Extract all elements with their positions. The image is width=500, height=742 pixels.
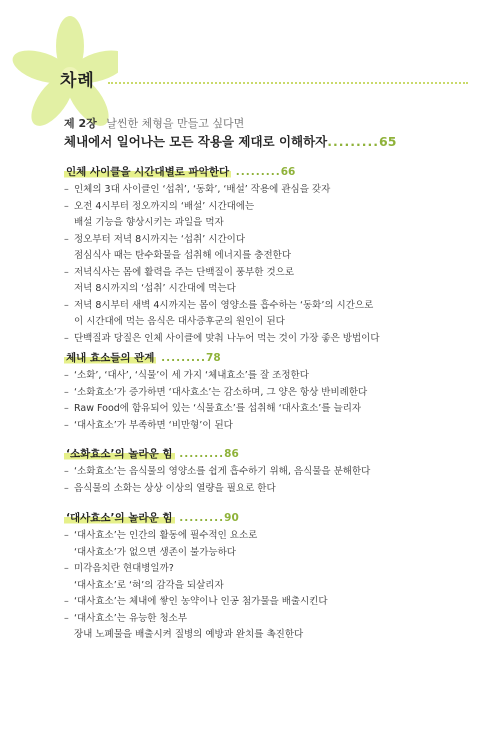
toc-item-text: ‘대사효소’가 없으면 생존이 불가능하다: [74, 546, 236, 558]
toc-item-text: 저녁 8시까지의 ‘섭취’ 시간대에 먹는다: [74, 283, 236, 294]
toc-section: [64, 164, 484, 347]
flower-decoration-icon: [8, 8, 118, 178]
leader-dots: .........: [327, 134, 380, 149]
toc-item: [64, 232, 484, 249]
toc-item-text: 이 시간대에 먹는 음식은 대사증후군의 원인이 된다: [74, 316, 285, 327]
toc-item: [64, 594, 484, 611]
section-heading[interactable]: [64, 446, 484, 462]
toc-item: [64, 248, 484, 265]
bullet-dash: –: [64, 403, 69, 414]
section-heading[interactable]: [64, 510, 484, 526]
toc-item: [64, 418, 484, 435]
toc-item: [64, 578, 484, 595]
bullet-dash: –: [64, 596, 69, 607]
toc-item-text: ‘대사효소’가 부족하면 ‘비만형’이 된다: [74, 419, 233, 431]
section-item-list: [64, 368, 484, 434]
bullet-dash: –: [64, 200, 69, 212]
section-item-list: [64, 182, 484, 347]
toc-item: [64, 611, 484, 628]
toc-item: [64, 215, 484, 232]
toc-item: [64, 401, 484, 418]
bullet-dash: –: [64, 612, 69, 624]
bullet-dash: –: [64, 482, 69, 494]
section-page-number: 90: [224, 512, 239, 524]
toc-title: 차례: [60, 71, 95, 91]
toc-item-text: ‘소화효소’가 증가하면 ‘대사효소’는 감소하며, 그 양은 항상 반비례한다: [74, 386, 368, 398]
toc-item: [64, 464, 484, 481]
toc-item-text: 배설 기능을 향상시키는 과일을 먹자: [74, 217, 224, 228]
leader-dots: .........: [174, 512, 225, 524]
section-item-list: [64, 464, 484, 497]
toc-item-text: 정오부터 저녁 8시까지는 ‘섭취’ 시간이다: [74, 233, 245, 245]
toc-item-text: 인체의 3대 사이클인 ‘섭취’, ‘동화’, ‘배설’ 작용에 관심을 갖자: [74, 184, 331, 195]
chapter-label: [64, 115, 244, 131]
section-heading[interactable]: [64, 350, 484, 366]
bullet-dash: –: [64, 419, 69, 431]
toc-item-text: 저녁 8시부터 새벽 4시까지는 몸이 영양소를 흡수하는 ‘동화’의 시간으로: [74, 299, 374, 311]
title-dotted-rule: [108, 82, 468, 84]
bullet-dash: –: [64, 266, 69, 278]
chapter-page-number: 65: [379, 134, 397, 149]
leader-dots: .........: [231, 166, 281, 178]
toc-item-text: 단백질과 당질은 인체 사이클에 맞춰 나누어 먹는 것이 가장 좋은 방법이다: [74, 332, 380, 344]
toc-item-text: ‘대사효소’로 ‘혀’의 감각을 되살리자: [74, 579, 224, 591]
section-title: ‘대사효소’의 놀라운 힘: [66, 512, 173, 524]
toc-section: [64, 510, 484, 644]
toc-item: [64, 385, 484, 402]
toc-item-text: 오전 4시부터 정오까지의 ‘배설’ 시간대에는: [74, 200, 255, 212]
toc-item: [64, 199, 484, 216]
chapter-title-row[interactable]: [64, 132, 396, 150]
leader-dots: .........: [156, 352, 207, 364]
toc-item: [64, 528, 484, 545]
section-page-number: 78: [206, 352, 221, 364]
toc-item: [64, 314, 484, 331]
toc-item: [64, 182, 484, 199]
toc-item-text: ‘소화’, ‘대사’, ‘식물’이 세 가지 ‘체내효소’를 잘 조정한다: [74, 370, 309, 381]
toc-item-text: ‘대사효소’는 체내에 쌓인 농약이나 인공 첨가물을 배출시킨다: [74, 596, 328, 607]
bullet-dash: –: [64, 332, 69, 344]
leader-dots: .........: [174, 448, 225, 460]
toc-item-text: 미각음치란 현대병일까?: [74, 563, 174, 574]
toc-section: [64, 446, 484, 497]
bullet-dash: –: [64, 563, 69, 574]
toc-item-text: Raw Food에 함유되어 있는 ‘식물효소’를 섭취해 ‘대사효소’를 늘리자: [74, 403, 362, 414]
toc-item: [64, 298, 484, 315]
toc-item-text: 점심식사 때는 탄수화물을 섭취해 에너지를 충전한다: [74, 250, 291, 261]
section-page-number: 66: [280, 166, 296, 178]
bullet-dash: –: [64, 530, 69, 541]
bullet-dash: –: [64, 466, 69, 477]
chapter-subtitle: 날씬한 체형을 만들고 싶다면: [106, 117, 245, 130]
toc-item: [64, 561, 484, 578]
section-heading[interactable]: [64, 164, 484, 180]
section-title: 체내 효소들의 관계: [66, 352, 155, 364]
toc-item-text: ‘대사효소’는 인간의 활동에 필수적인 요소로: [74, 530, 258, 541]
section-page-number: 86: [224, 448, 239, 460]
chapter-number: 제 2장: [64, 117, 97, 130]
toc-item: [64, 331, 484, 348]
section-title: 인체 사이클을 시간대별로 파악한다: [66, 166, 230, 178]
toc-item: [64, 545, 484, 562]
toc-item: [64, 627, 484, 644]
chapter-title: 체내에서 일어나는 모든 작용을 제대로 이해하자: [64, 134, 328, 149]
section-title: ‘소화효소’의 놀라운 힘: [66, 448, 173, 460]
bullet-dash: –: [64, 299, 69, 311]
toc-item-text: 저녁식사는 몸에 활력을 주는 단백질이 풍부한 것으로: [74, 266, 295, 278]
toc-item: [64, 281, 484, 298]
toc-item: [64, 368, 484, 385]
section-item-list: [64, 528, 484, 644]
toc-item-text: 음식물의 소화는 상상 이상의 열량을 필요로 한다: [74, 482, 276, 494]
toc-item-text: ‘대사효소’는 유능한 청소부: [74, 612, 188, 624]
bullet-dash: –: [64, 233, 69, 245]
bullet-dash: –: [64, 184, 69, 195]
toc-item-text: 장내 노폐물을 배출시켜 질병의 예방과 완치를 촉진한다: [74, 629, 304, 640]
toc-item-text: ‘소화효소’는 음식물의 영양소를 쉽게 흡수하기 위해, 음식물을 분해한다: [74, 466, 371, 477]
toc-item: [64, 265, 484, 282]
toc-item: [64, 481, 484, 498]
bullet-dash: –: [64, 370, 69, 381]
toc-section: [64, 350, 484, 434]
bullet-dash: –: [64, 386, 69, 398]
